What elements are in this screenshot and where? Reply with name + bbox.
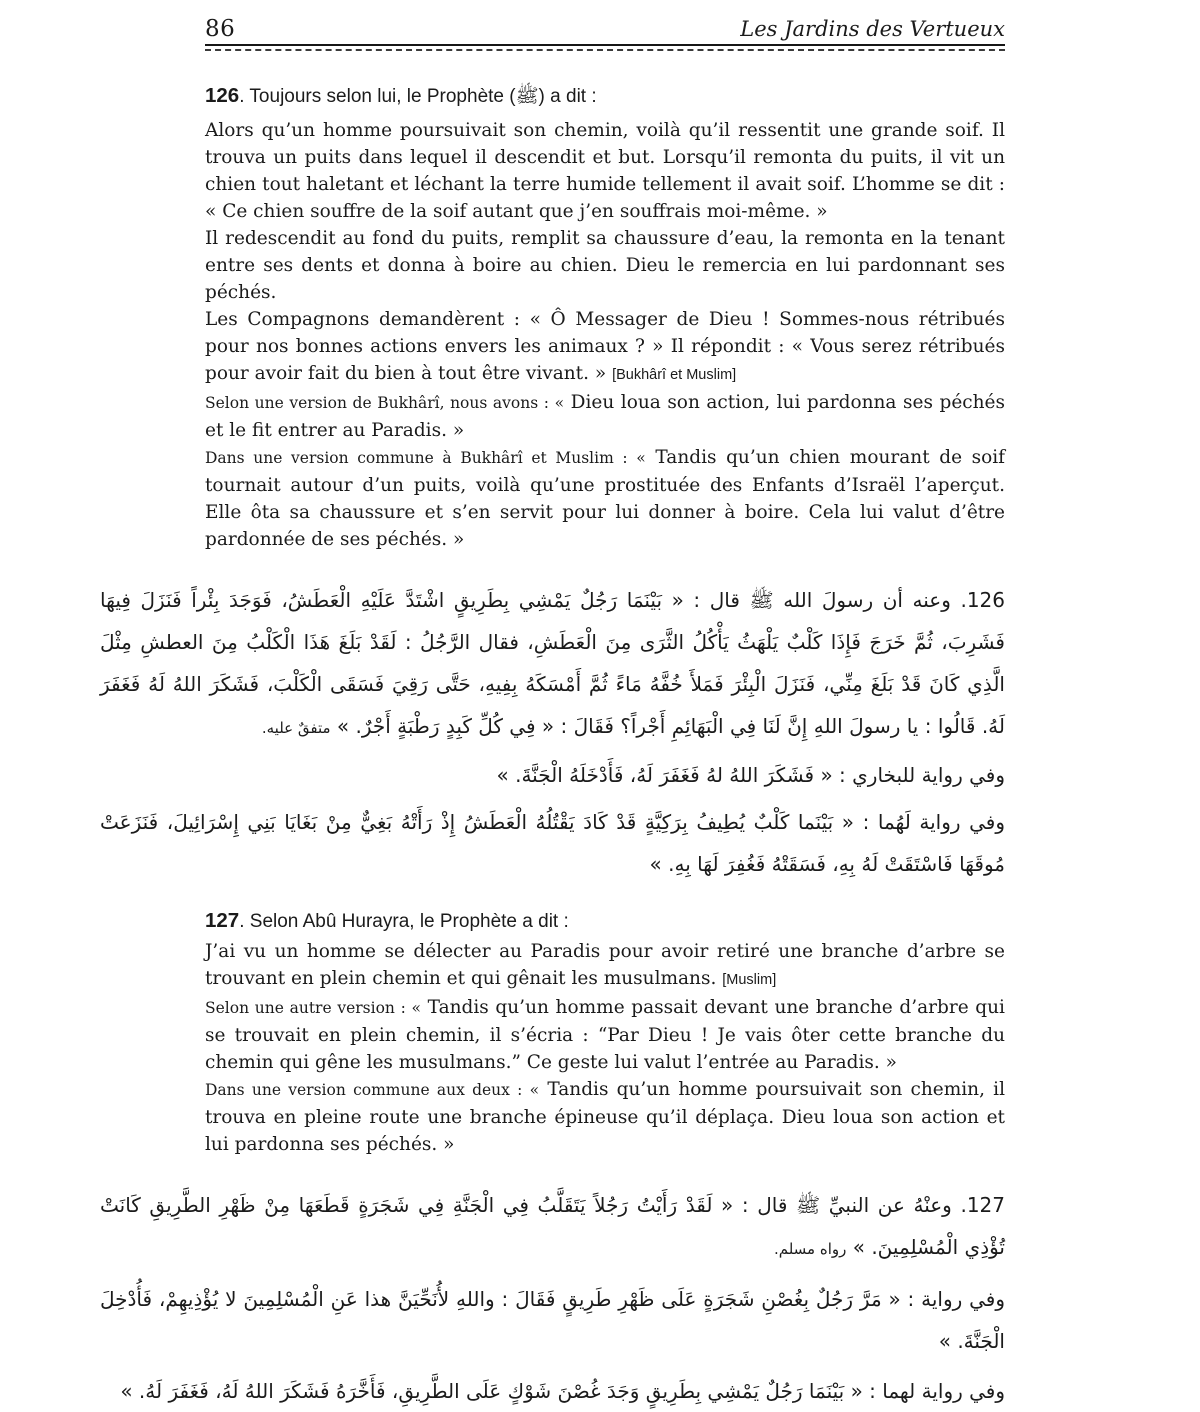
version-lead: Selon une autre version : « <box>205 999 422 1017</box>
hadith-127-section <box>100 909 1005 1412</box>
hadith-heading-text: . Toujours selon lui, le Prophète (ﷺ) a dit : <box>239 86 597 107</box>
hadith-127-arabic-block <box>100 1184 1005 1412</box>
version-lead: Dans une version commune aux deux : « <box>205 1081 540 1099</box>
hadith-127-heading <box>205 909 1005 933</box>
paragraph <box>205 938 1005 994</box>
paragraph <box>205 306 1005 389</box>
hadith-126-heading <box>205 84 1005 112</box>
hadith-number: 126 <box>205 84 240 107</box>
paragraph <box>205 389 1005 444</box>
hadith-126-section <box>100 84 1006 885</box>
paragraph <box>205 994 1005 1076</box>
paragraph: Il redescendit au fond du puits, remplit sa chaussure d’eau, la remonta en la tenant entre ses dents et donna à boire au chien. Dieu le remercia en lui pardonnant ses péchés. <box>205 228 1005 303</box>
hadith-126-arabic-block <box>100 579 1005 885</box>
header-rule-dashed <box>205 49 1005 51</box>
paragraph-text: Les Compagnons demandèrent : « Ô Messager de Dieu ! Sommes-nous rétribués pour nos bonnes actions envers les animaux ? » Il répondit : « Vous serez rétribués pour avoir fait du bien à tout être vivant. » <box>205 309 1005 384</box>
book-title: Les Jardins des Vertueux <box>740 17 1005 41</box>
version-lead: Dans une version commune à Bukhârî et Muslim : « <box>205 449 646 467</box>
source-tag: [Muslim] <box>722 972 777 988</box>
arabic-paragraph <box>100 1184 1005 1270</box>
arabic-text: 127. وعنْهُ عن النبيِّ ﷺ قال : « لَقَدْ رَأَيْتُ رَجُلاً يَتَقَلَّبُ فِي الْجَنَّةِ فِي شَجَرَةٍ قَطَعَهَا مِنْ ظَهْرِ الطَّرِيقِ كَانَتْ تُؤْذِي الْمُسْلِمِينَ. » <box>100 1193 1005 1259</box>
running-head <box>205 16 1005 42</box>
arabic-paragraph: وفي رواية للبخاري : « فَشَكَرَ اللهُ لهُ فَغَفَرَ لَهُ، فَأَدْخَلَهُ الْجَنَّةَ. » <box>496 763 1005 787</box>
source-tag: [Bukhârî et Muslim] <box>612 367 737 383</box>
version-text: Dieu loua son action, lui pardonna ses péchés et le fit entrer au Paradis. » <box>205 392 1005 441</box>
arabic-paragraph: وفي رواية لهما : « بَيْنَمَا رَجُلٌ يَمْشِي بِطَرِيقٍ وَجَدَ غُصْنَ شَوْكٍ عَلَى الطَّرِيقِ، فَأَخَّرَهُ فَشَكَرَ اللهُ لَهُ، فَغَفَرَ لَهُ. » <box>120 1379 1005 1403</box>
paragraph: Alors qu’un homme poursuivait son chemin, voilà qu’il ressentit une grande soif. Il trouva un puits dans lequel il descendit et but. Lorsqu’il remonta du puits, il vit un chien tout haletant et léchant la terre humide tellement il avait soif. L’homme se dit : « Ce chien souffre de la soif autant que j’en souffrais moi-même. » <box>205 120 1005 222</box>
arabic-source-tag: رواه مسلم. <box>773 1240 847 1258</box>
version-text: Tandis qu’un homme passait devant une branche d’arbre qui se trouvait en plein chemin, il s’écria : “Par Dieu ! Je vais ôter cette branche du chemin qui gêne les musulmans.” Ce geste lui valut l’entrée au Paradis. » <box>205 997 1005 1073</box>
paragraph <box>205 444 1005 553</box>
arabic-text: 126. وعنه أن رسولَ الله ﷺ قال : « بَيْنَمَا رَجُلٌ يَمْشِي بِطَرِيقٍ اشْتَدَّ عَلَيْهِ الْعَطَشُ، فَوَجَدَ بِئْراً فَنَزَلَ فِيهَا فَشَرِبَ، ثُمَّ خَرَجَ فَإِذَا كَلْبٌ يَلْهَثُ يَأْكُلُ الثَّرَى مِنَ الْعَطَشِ، فقال الرَّجُلُ : لَقَدْ بَلَغَ هَذَا الْكَلْبُ مِنَ العطشِ مِثْلَ الَّذِي كَانَ قَدْ بَلَغَ مِنِّي، فَنَزَلَ الْبِئْرَ فَمَلأَ خُفَّهُ مَاءً ثُمَّ أَمْسَكَهُ بِفِيهِ، حَتَّى رَقِيَ فَسَقَى الْكَلْبَ، فَشَكَرَ اللهُ لَهُ فَغَفَرَ لَهُ. قَالُوا : يا رسولَ اللهِ إِنَّ لَنَا فِي الْبَهَائِمِ أَجْراً؟ فَقَالَ : « فِي كُلِّ كَبِدٍ رَطْبَةٍ أَجْرٌ. » <box>100 588 1005 738</box>
header-rule-solid <box>205 44 1005 46</box>
arabic-paragraph: وفي رواية : « مَرَّ رَجُلٌ بِغُصْنِ شَجَرَةٍ عَلَى ظَهْرِ طَرِيقٍ فَقَالَ : واللهِ لأُنَحِّيَنَّ هذا عَنِ الْمُسْلِمِينَ لا يُؤْذِيهِمْ، فَأُدْخِلَ الْجَنَّةَ. » <box>100 1287 1005 1353</box>
arabic-paragraph: وفي رواية لَهُما : « بَيْنَما كَلْبٌ يُطِيفُ بِرَكِيَّةٍ قَدْ كَادَ يَقْتُلُهُ الْعَطَشُ إِذْ رَأَتْهُ بَغِيٌّ مِنْ بَغَايَا بَنِي إِسْرَائِيلَ، فَنَزَعَتْ مُوقَهَا فَاسْتَقَتْ لَهُ بِهِ، فَسَقَتْهُ فَغُفِرَ لَهَا بِهِ. » <box>100 810 1005 876</box>
version-text: Tandis qu’un homme poursuivait son chemin, il trouva en pleine route une branche épineuse qu’il déplaça. Dieu loua son action et lui pardonna ses péchés. » <box>205 1079 1005 1155</box>
paragraph <box>205 1076 1005 1158</box>
hadith-heading-text: . Selon Abû Hurayra, le Prophète a dit : <box>239 911 569 932</box>
arabic-paragraph <box>100 579 1005 749</box>
paragraph-text: J’ai vu un homme se délecter au Paradis pour avoir retiré une branche d’arbre se trouvant en plein chemin et qui gênait les musulmans. <box>205 941 1005 989</box>
arabic-source-tag: متفقٌ عليه. <box>261 719 331 737</box>
version-lead: Selon une version de Bukhârî, nous avons : « <box>205 394 565 412</box>
page-header <box>205 16 1005 51</box>
page-number: 86 <box>205 16 236 42</box>
version-text: Tandis qu’un chien mourant de soif tournait autour d’un puits, voilà qu’une prostituée des Enfants d’Israël l’aperçut. Elle ôta sa chaussure et s’en servit pour lui donner à boire. Cela lui valut d’être pardonnée de ses péchés. » <box>205 447 1006 550</box>
hadith-number: 127 <box>205 909 240 932</box>
